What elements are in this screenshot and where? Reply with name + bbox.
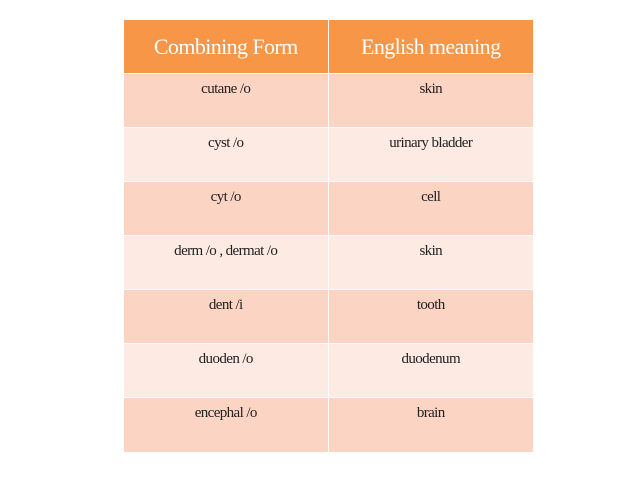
table-row	[124, 344, 533, 398]
table-row	[124, 74, 533, 128]
table-row	[124, 398, 533, 452]
table-row	[124, 182, 533, 236]
header-row	[124, 20, 533, 74]
english-meaning-cell: skin	[328, 74, 533, 128]
table-body	[124, 74, 533, 452]
table-row	[124, 290, 533, 344]
combining-form-cell: dent /i	[124, 290, 328, 344]
english-meaning-cell: skin	[328, 236, 533, 290]
combining-form-cell: duoden /o	[124, 344, 328, 398]
combining-form-cell: derm /o , dermat /o	[124, 236, 328, 290]
combining-form-cell: cyt /o	[124, 182, 328, 236]
table-header	[124, 20, 533, 74]
header-combining-form: Combining Form	[124, 20, 328, 74]
english-meaning-cell: urinary bladder	[328, 128, 533, 182]
english-meaning-cell: duodenum	[328, 344, 533, 398]
combining-form-cell: encephal /o	[124, 398, 328, 452]
english-meaning-cell: cell	[328, 182, 533, 236]
english-meaning-cell: brain	[328, 398, 533, 452]
table-row	[124, 128, 533, 182]
combining-forms-table	[124, 20, 533, 452]
combining-form-cell: cyst /o	[124, 128, 328, 182]
table-row	[124, 236, 533, 290]
combining-form-cell: cutane /o	[124, 74, 328, 128]
english-meaning-cell: tooth	[328, 290, 533, 344]
header-english-meaning: English meaning	[328, 20, 533, 74]
